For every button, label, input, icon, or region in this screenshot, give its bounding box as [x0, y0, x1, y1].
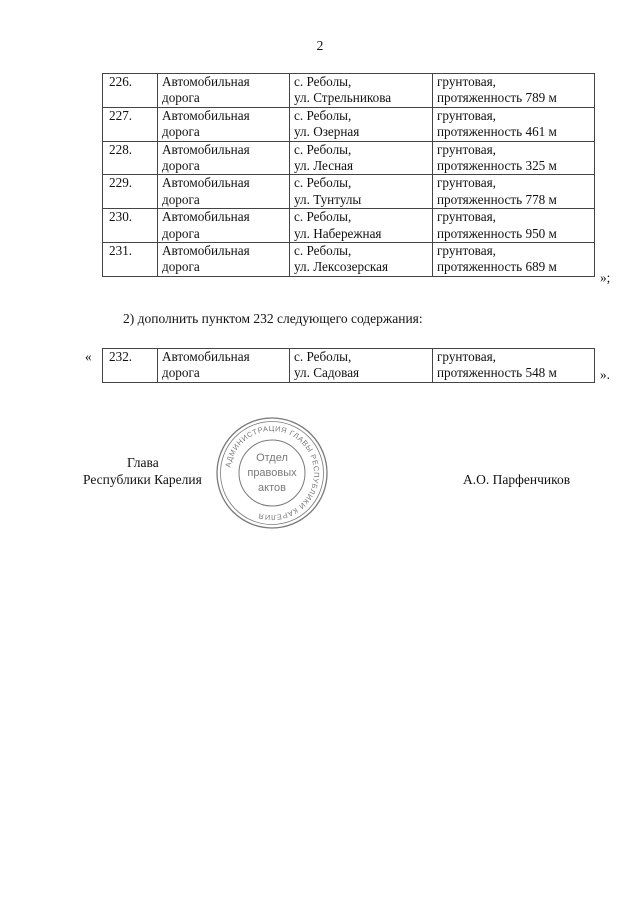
stamp-center-line1: Отдел: [256, 452, 288, 464]
extra-row-table: [102, 348, 595, 383]
row-number: 227.: [103, 107, 158, 141]
table-row: [103, 175, 595, 209]
road-location: с. Реболы, ул. Озерная: [290, 107, 433, 141]
road-type: Автомобильная дорога: [158, 349, 290, 383]
row-number: 230.: [103, 209, 158, 243]
road-type: Автомобильная дорога: [158, 209, 290, 243]
road-type: Автомобильная дорога: [158, 74, 290, 108]
row-number: 226.: [103, 74, 158, 108]
table-row: [103, 141, 595, 175]
table-row: [103, 349, 595, 383]
road-description: грунтовая, протяженность 689 м: [433, 243, 595, 277]
row-number: 229.: [103, 175, 158, 209]
road-location: с. Реболы, ул. Садовая: [290, 349, 433, 383]
road-description: грунтовая, протяженность 461 м: [433, 107, 595, 141]
road-location: с. Реболы, ул. Лесная: [290, 141, 433, 175]
office-stamp: [215, 416, 329, 530]
table-close-mark: »;: [600, 270, 611, 285]
table-row: [103, 107, 595, 141]
stamp-ring-text: АДМИНИСТРАЦИЯ ГЛАВЫ РЕСПУБЛИКИ КАРЕЛИЯ: [223, 423, 322, 523]
table-row: [103, 209, 595, 243]
roads-table: [102, 73, 595, 277]
road-description: грунтовая, протяженность 548 м: [433, 349, 595, 383]
table-row: [103, 243, 595, 277]
stamp-center-line3: актов: [258, 482, 286, 494]
road-description: грунтовая, протяженность 778 м: [433, 175, 595, 209]
extra-close-mark: ».: [600, 367, 610, 382]
stamp-center-line2: правовых: [247, 467, 297, 479]
row-number: 228.: [103, 141, 158, 175]
signatory-name: А.О. Парфенчиков: [463, 472, 571, 487]
signatory-title-line1: Глава: [127, 455, 159, 470]
row-number: 231.: [103, 243, 158, 277]
road-type: Автомобильная дорога: [158, 107, 290, 141]
road-location: с. Реболы, ул. Лексозерская: [290, 243, 433, 277]
amendment-paragraph: 2) дополнить пунктом 232 следующего содержания:: [123, 311, 423, 326]
road-type: Автомобильная дорога: [158, 243, 290, 277]
road-description: грунтовая, протяженность 950 м: [433, 209, 595, 243]
road-description: грунтовая, протяженность 789 м: [433, 74, 595, 108]
signatory-title-line2: Республики Карелия: [83, 472, 202, 487]
page-number: 2: [316, 38, 324, 53]
table-row: [103, 74, 595, 108]
extra-open-mark: «: [85, 349, 92, 364]
road-location: с. Реболы, ул. Тунтулы: [290, 175, 433, 209]
row-number: 232.: [103, 349, 158, 383]
road-type: Автомобильная дорога: [158, 141, 290, 175]
road-type: Автомобильная дорога: [158, 175, 290, 209]
road-location: с. Реболы, ул. Стрельникова: [290, 74, 433, 108]
road-location: с. Реболы, ул. Набережная: [290, 209, 433, 243]
road-description: грунтовая, протяженность 325 м: [433, 141, 595, 175]
